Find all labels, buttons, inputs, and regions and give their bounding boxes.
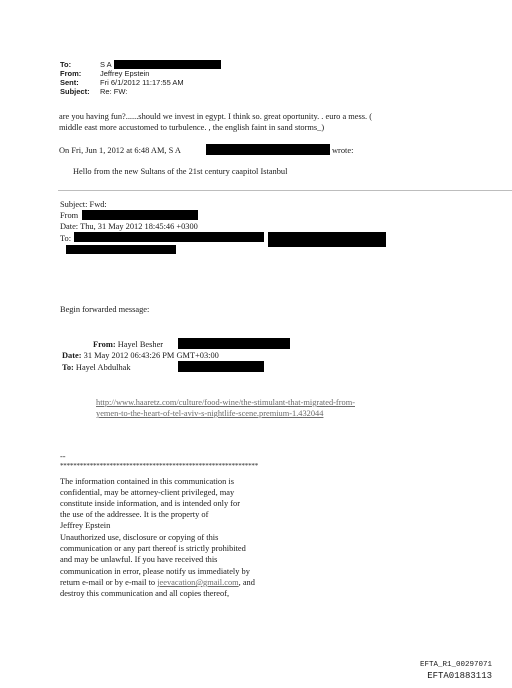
redaction-box bbox=[268, 232, 386, 247]
star-divider: ************************************************************ bbox=[60, 462, 259, 470]
disclaimer-line: communication in error, please notify us immediately by bbox=[60, 567, 250, 576]
disclaimer-line: Jeffrey Epstein bbox=[60, 521, 111, 530]
body-line-2: middle east more accustomed to turbulence. , the english faint in sand storms_) bbox=[59, 123, 325, 132]
inner-to bbox=[62, 362, 131, 373]
document-id: EFTA01883113 bbox=[427, 671, 492, 681]
body-line-1: are you having fun?......should we invest in egypt. I think so. great oportunity. . euro a mess. ( bbox=[59, 112, 372, 121]
disclaimer-line: the use of the addressee. It is the property of bbox=[60, 510, 209, 519]
disclaimer-line: The information contained in this communication is bbox=[60, 477, 234, 486]
inner-to-value: Hayel Abdulhak bbox=[75, 363, 131, 372]
disclaimer-line: destroy this communication and all copies thereof, bbox=[60, 589, 230, 598]
to-label: To: bbox=[60, 60, 72, 69]
inner-date-label: Date: bbox=[62, 351, 82, 360]
header-to bbox=[60, 60, 112, 69]
disclaimer-text: , and bbox=[238, 578, 255, 587]
redaction-box bbox=[74, 232, 264, 242]
from-label: From: bbox=[60, 69, 82, 78]
inner-from bbox=[93, 339, 163, 350]
header-subject bbox=[60, 87, 127, 96]
inner-date-value: 31 May 2012 06:43:26 PM GMT+03:00 bbox=[83, 351, 219, 360]
disclaimer-line: confidential, may be attorney-client privileged, may bbox=[60, 488, 235, 497]
sent-label: Sent: bbox=[60, 78, 79, 87]
header-from bbox=[60, 69, 149, 78]
redaction-box bbox=[206, 144, 330, 155]
disclaimer-line-email bbox=[60, 577, 255, 588]
document-id-r1: EFTA_R1_00297071 bbox=[419, 661, 492, 669]
to-value: S A bbox=[100, 60, 112, 69]
fwd-from: From bbox=[60, 211, 79, 220]
article-link-line-2[interactable]: yemen-to-the-heart-of-tel-aviv-s-nightlife-scene.premium-1.432044 bbox=[96, 409, 324, 418]
redaction-box bbox=[178, 338, 290, 349]
subject-value: Re: FW: bbox=[100, 87, 128, 96]
fwd-to: To: bbox=[60, 234, 72, 243]
disclaimer-line: and may be unlawful. If you have received this bbox=[60, 555, 218, 564]
redaction-box bbox=[82, 210, 198, 220]
signature-dashes: -- bbox=[60, 452, 66, 461]
quote-suffix: wrote: bbox=[332, 146, 354, 155]
disclaimer-text: return e-mail or by e-mail to bbox=[60, 578, 158, 587]
fwd-date: Date: Thu, 31 May 2012 18:45:46 +0300 bbox=[60, 222, 198, 231]
redaction-box bbox=[178, 361, 264, 372]
disclaimer-line: constitute inside information, and is intended only for bbox=[60, 499, 241, 508]
quoted-text: Hello from the new Sultans of the 21st century caapitol Istanbul bbox=[73, 167, 288, 176]
disclaimer-line: communication or any part thereof is strictly prohibited bbox=[60, 544, 246, 553]
fwd-subject: Subject: Fwd: bbox=[60, 200, 107, 209]
redaction-box bbox=[114, 60, 221, 69]
inner-from-value: Hayel Besher bbox=[117, 340, 164, 349]
header-sent bbox=[60, 78, 184, 87]
quote-prefix: On Fri, Jun 1, 2012 at 6:48 AM, S A bbox=[59, 146, 181, 155]
divider bbox=[58, 190, 512, 191]
inner-to-label: To: bbox=[62, 363, 74, 372]
begin-forwarded: Begin forwarded message: bbox=[60, 305, 150, 314]
from-value: Jeffrey Epstein bbox=[100, 69, 150, 78]
inner-from-label: From: bbox=[93, 340, 116, 349]
disclaimer-line: Unauthorized use, disclosure or copying of this bbox=[60, 533, 219, 542]
sent-value: Fri 6/1/2012 11:17:55 AM bbox=[100, 78, 184, 87]
subject-label: Subject: bbox=[60, 87, 90, 96]
email-link[interactable]: jeevacation@gmail.com bbox=[157, 578, 239, 587]
inner-date bbox=[62, 350, 219, 361]
redaction-box bbox=[66, 245, 176, 254]
article-link-line-1[interactable]: http://www.haaretz.com/culture/food-wine/the-stimulant-that-migrated-from- bbox=[96, 398, 355, 407]
